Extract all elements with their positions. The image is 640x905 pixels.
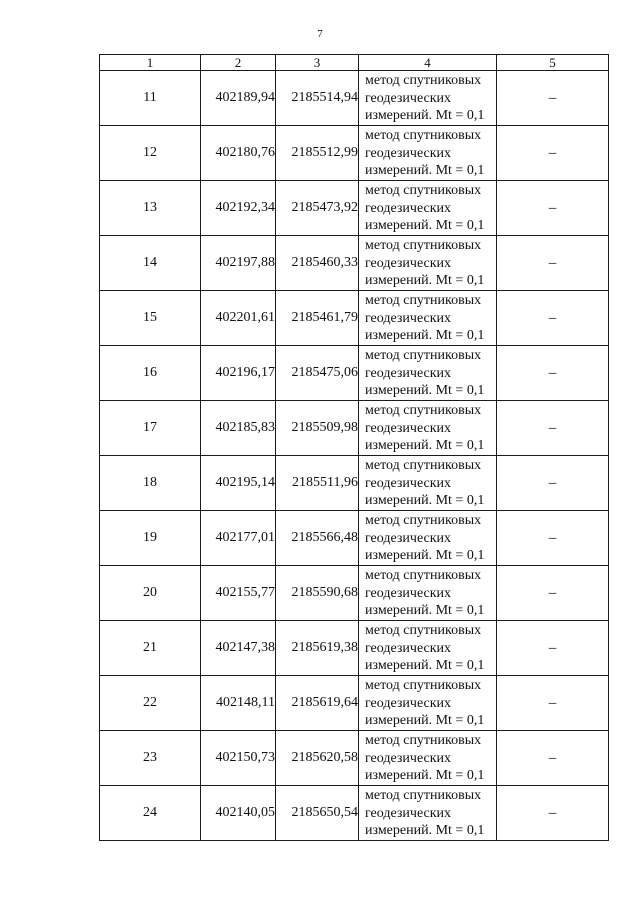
table-row [100,786,609,841]
column-5-cell: – [497,786,609,841]
coordinates-table [99,54,609,841]
table-row [100,236,609,291]
point-number-cell: 17 [100,401,201,456]
point-number-cell: 12 [100,126,201,181]
point-number-cell: 15 [100,291,201,346]
table-row [100,71,609,126]
method-line: метод спутниковых [365,128,482,143]
column-5-cell: – [497,511,609,566]
method-line: измерений. Mt = 0,1 [365,438,485,453]
method-line: метод спутниковых [365,568,482,583]
x-coordinate-cell: 402197,88 [201,236,276,291]
table-row [100,566,609,621]
x-coordinate-cell: 402148,11 [201,676,276,731]
method-line: геодезических [365,750,452,766]
header-col-2: 2 [201,55,276,71]
method-line: геодезических [365,310,452,326]
method-line: измерений. Mt = 0,1 [365,273,485,288]
y-coordinate-cell: 2185514,94 [276,71,359,126]
method-line: измерений. Mt = 0,1 [365,548,485,563]
method-line: измерений. Mt = 0,1 [365,328,485,343]
method-line: геодезических [365,145,452,161]
method-line: измерений. Mt = 0,1 [365,108,485,123]
header-row [100,55,609,71]
method-line: метод спутниковых [365,238,482,253]
x-coordinate-cell: 402185,83 [201,401,276,456]
point-number-cell: 13 [100,181,201,236]
method-cell [359,621,497,676]
point-number-cell: 21 [100,621,201,676]
x-coordinate-cell: 402189,94 [201,71,276,126]
method-cell [359,511,497,566]
y-coordinate-cell: 2185475,06 [276,346,359,401]
column-5-cell: – [497,676,609,731]
method-cell [359,566,497,621]
y-coordinate-cell: 2185460,33 [276,236,359,291]
point-number-cell: 22 [100,676,201,731]
method-line: геодезических [365,585,452,601]
y-coordinate-cell: 2185619,64 [276,676,359,731]
point-number-cell: 23 [100,731,201,786]
x-coordinate-cell: 402195,14 [201,456,276,511]
y-coordinate-cell: 2185590,68 [276,566,359,621]
x-coordinate-cell: 402140,05 [201,786,276,841]
column-5-cell: – [497,181,609,236]
method-line: измерений. Mt = 0,1 [365,383,485,398]
method-line: метод спутниковых [365,513,482,528]
method-line: метод спутниковых [365,293,482,308]
method-cell [359,346,497,401]
method-line: метод спутниковых [365,458,482,473]
column-5-cell: – [497,71,609,126]
method-line: метод спутниковых [365,733,482,748]
table-row [100,401,609,456]
method-line: геодезических [365,530,452,546]
table-row [100,731,609,786]
table-row [100,511,609,566]
column-5-cell: – [497,236,609,291]
method-line: геодезических [365,695,452,711]
header-col-3: 3 [276,55,359,71]
x-coordinate-cell: 402147,38 [201,621,276,676]
table-row [100,126,609,181]
x-coordinate-cell: 402150,73 [201,731,276,786]
table-header [100,55,609,71]
table-body [100,71,609,841]
method-line: метод спутниковых [365,623,482,638]
y-coordinate-cell: 2185620,58 [276,731,359,786]
point-number-cell: 24 [100,786,201,841]
table-row [100,676,609,731]
y-coordinate-cell: 2185619,38 [276,621,359,676]
x-coordinate-cell: 402196,17 [201,346,276,401]
y-coordinate-cell: 2185566,48 [276,511,359,566]
column-5-cell: – [497,346,609,401]
point-number-cell: 16 [100,346,201,401]
method-line: измерений. Mt = 0,1 [365,603,485,618]
y-coordinate-cell: 2185650,54 [276,786,359,841]
method-line: геодезических [365,420,452,436]
y-coordinate-cell: 2185473,92 [276,181,359,236]
x-coordinate-cell: 402201,61 [201,291,276,346]
x-coordinate-cell: 402180,76 [201,126,276,181]
point-number-cell: 19 [100,511,201,566]
method-line: метод спутниковых [365,73,482,88]
x-coordinate-cell: 402192,34 [201,181,276,236]
y-coordinate-cell: 2185511,96 [276,456,359,511]
method-cell [359,291,497,346]
method-line: метод спутниковых [365,788,482,803]
table-row [100,181,609,236]
column-5-cell: – [497,731,609,786]
header-col-4: 4 [359,55,497,71]
method-line: метод спутниковых [365,183,482,198]
method-cell [359,126,497,181]
method-line: метод спутниковых [365,348,482,363]
method-line: геодезических [365,90,452,106]
method-cell [359,181,497,236]
table-row [100,346,609,401]
method-line: геодезических [365,475,452,491]
column-5-cell: – [497,401,609,456]
method-line: геодезических [365,200,452,216]
method-line: измерений. Mt = 0,1 [365,713,485,728]
method-line: метод спутниковых [365,403,482,418]
method-line: метод спутниковых [365,678,482,693]
method-line: геодезических [365,255,452,271]
method-cell [359,71,497,126]
header-col-1: 1 [100,55,201,71]
x-coordinate-cell: 402177,01 [201,511,276,566]
method-cell [359,456,497,511]
method-line: измерений. Mt = 0,1 [365,823,485,838]
column-5-cell: – [497,621,609,676]
table-row [100,621,609,676]
x-coordinate-cell: 402155,77 [201,566,276,621]
y-coordinate-cell: 2185509,98 [276,401,359,456]
method-line: измерений. Mt = 0,1 [365,163,485,178]
y-coordinate-cell: 2185512,99 [276,126,359,181]
point-number-cell: 11 [100,71,201,126]
table-row [100,291,609,346]
method-cell [359,401,497,456]
column-5-cell: – [497,566,609,621]
method-line: измерений. Mt = 0,1 [365,658,485,673]
method-cell [359,676,497,731]
column-5-cell: – [497,291,609,346]
method-line: измерений. Mt = 0,1 [365,768,485,783]
column-5-cell: – [497,126,609,181]
header-col-5: 5 [497,55,609,71]
point-number-cell: 18 [100,456,201,511]
method-line: измерений. Mt = 0,1 [365,218,485,233]
y-coordinate-cell: 2185461,79 [276,291,359,346]
method-cell [359,731,497,786]
page-number: 7 [317,28,323,40]
point-number-cell: 20 [100,566,201,621]
method-line: измерений. Mt = 0,1 [365,493,485,508]
point-number-cell: 14 [100,236,201,291]
method-cell [359,786,497,841]
method-line: геодезических [365,365,452,381]
column-5-cell: – [497,456,609,511]
table-row [100,456,609,511]
method-line: геодезических [365,805,452,821]
method-line: геодезических [365,640,452,656]
method-cell [359,236,497,291]
